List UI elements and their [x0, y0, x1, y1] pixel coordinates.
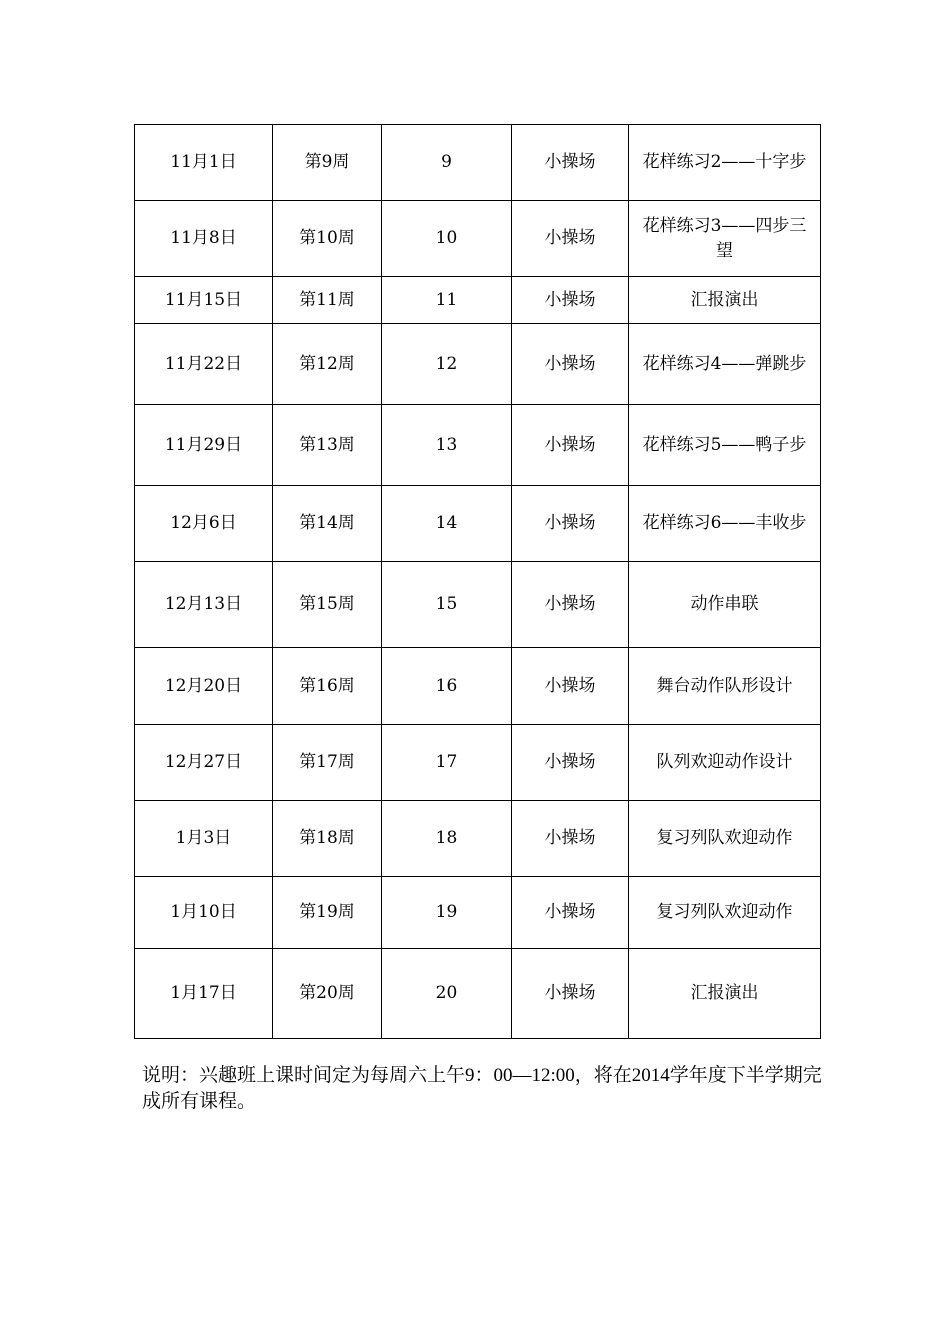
cell-week: 第11周: [273, 277, 382, 324]
table-row: [135, 125, 821, 201]
cell-date: 12月13日: [135, 562, 273, 648]
cell-week: 第16周: [273, 648, 382, 725]
cell-week: 第15周: [273, 562, 382, 648]
cell-session: 14: [382, 486, 512, 562]
cell-week: 第18周: [273, 801, 382, 877]
cell-content: 花样练习6——丰收步: [629, 486, 821, 562]
table-row: [135, 486, 821, 562]
cell-content: 汇报演出: [629, 949, 821, 1039]
cell-date: 11月29日: [135, 405, 273, 486]
cell-session: 19: [382, 877, 512, 949]
schedule-note: 说明：兴趣班上课时间定为每周六上午9：00—12:00，将在2014学年度下半学期完成所有课程。: [142, 1065, 822, 1112]
cell-session: 15: [382, 562, 512, 648]
cell-week: 第20周: [273, 949, 382, 1039]
cell-venue: 小操场: [512, 949, 629, 1039]
cell-date: 11月1日: [135, 125, 273, 201]
table-row: [135, 949, 821, 1039]
cell-content: 队列欢迎动作设计: [629, 725, 821, 801]
cell-venue: 小操场: [512, 877, 629, 949]
cell-week: 第14周: [273, 486, 382, 562]
cell-date: 12月6日: [135, 486, 273, 562]
cell-week: 第17周: [273, 725, 382, 801]
schedule-body: [135, 125, 821, 1039]
cell-content: 舞台动作队形设计: [629, 648, 821, 725]
cell-date: 12月27日: [135, 725, 273, 801]
cell-venue: 小操场: [512, 324, 629, 405]
table-row: [135, 324, 821, 405]
cell-week: 第9周: [273, 125, 382, 201]
cell-venue: 小操场: [512, 801, 629, 877]
cell-date: 11月15日: [135, 277, 273, 324]
cell-session: 12: [382, 324, 512, 405]
cell-session: 17: [382, 725, 512, 801]
cell-week: 第19周: [273, 877, 382, 949]
cell-venue: 小操场: [512, 201, 629, 277]
cell-content: 复习列队欢迎动作: [629, 801, 821, 877]
cell-content: 花样练习5——鸭子步: [629, 405, 821, 486]
cell-session: 20: [382, 949, 512, 1039]
cell-session: 9: [382, 125, 512, 201]
cell-session: 10: [382, 201, 512, 277]
cell-week: 第12周: [273, 324, 382, 405]
table-row: [135, 562, 821, 648]
cell-week: 第13周: [273, 405, 382, 486]
table-row: [135, 405, 821, 486]
schedule-table: [134, 124, 821, 1039]
cell-venue: 小操场: [512, 562, 629, 648]
cell-venue: 小操场: [512, 277, 629, 324]
cell-session: 16: [382, 648, 512, 725]
cell-session: 18: [382, 801, 512, 877]
cell-date: 12月20日: [135, 648, 273, 725]
cell-content: 花样练习3——四步三望: [629, 201, 821, 277]
cell-week: 第10周: [273, 201, 382, 277]
cell-venue: 小操场: [512, 725, 629, 801]
cell-venue: 小操场: [512, 486, 629, 562]
cell-date: 11月22日: [135, 324, 273, 405]
table-row: [135, 277, 821, 324]
cell-content: 动作串联: [629, 562, 821, 648]
cell-date: 1月17日: [135, 949, 273, 1039]
table-row: [135, 648, 821, 725]
cell-content: 汇报演出: [629, 277, 821, 324]
table-row: [135, 201, 821, 277]
cell-venue: 小操场: [512, 125, 629, 201]
cell-session: 11: [382, 277, 512, 324]
cell-date: 11月8日: [135, 201, 273, 277]
cell-venue: 小操场: [512, 648, 629, 725]
cell-date: 1月3日: [135, 801, 273, 877]
table-row: [135, 725, 821, 801]
table-row: [135, 877, 821, 949]
cell-content: 复习列队欢迎动作: [629, 877, 821, 949]
cell-content: 花样练习4——弹跳步: [629, 324, 821, 405]
cell-session: 13: [382, 405, 512, 486]
cell-content: 花样练习2——十字步: [629, 125, 821, 201]
cell-venue: 小操场: [512, 405, 629, 486]
cell-date: 1月10日: [135, 877, 273, 949]
table-row: [135, 801, 821, 877]
